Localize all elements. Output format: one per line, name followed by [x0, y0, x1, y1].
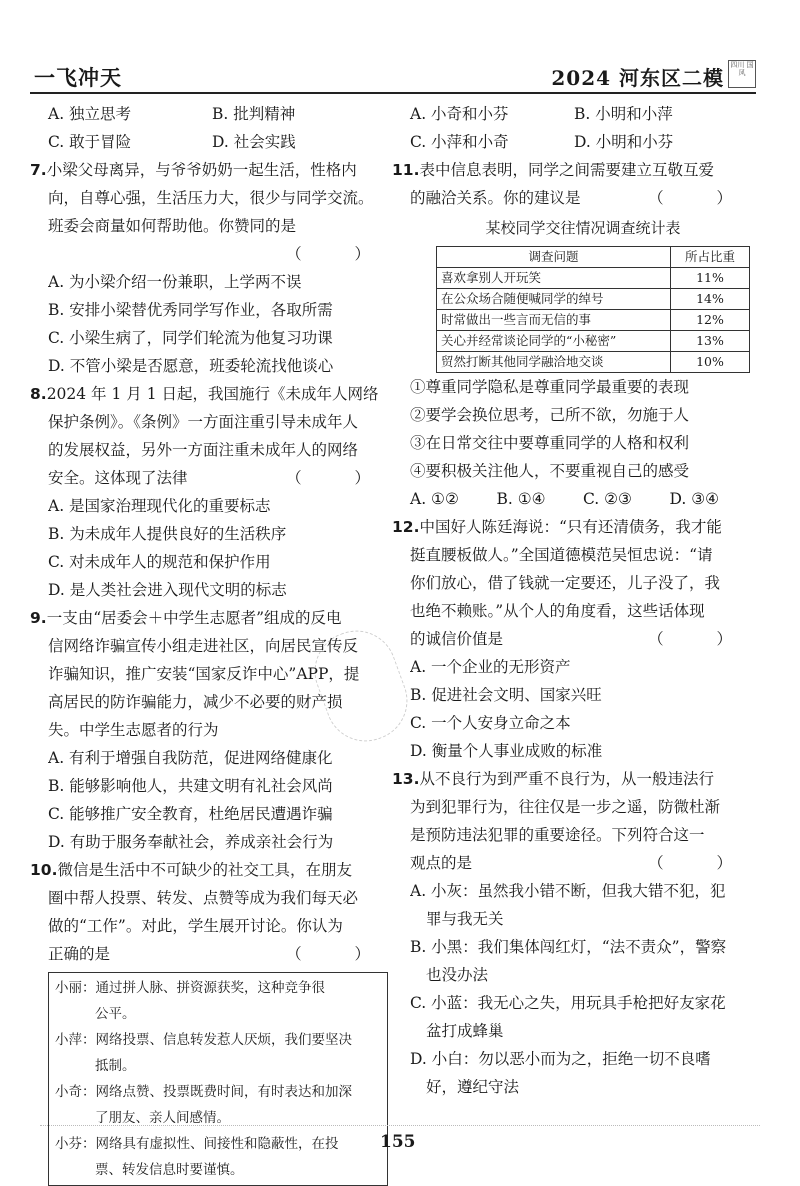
option-d: D. 小明和小芬	[574, 133, 674, 151]
option-a: A. 独立思考	[48, 105, 132, 123]
q12-stem-line: 挺直腰板做人。”全国道德模范吴恒忠说：“请	[410, 546, 713, 564]
table-cell: 喜欢拿别人开玩笑	[437, 268, 671, 289]
dialog-line-cont: 公平。	[95, 1006, 136, 1022]
q11-statement: ①尊重同学隐私是尊重同学最重要的表现	[410, 378, 690, 396]
q8-stem-line: 安全。这体现了法律 （ ）	[48, 464, 394, 492]
q8-option: B. 为未成年人提供良好的生活秩序	[48, 525, 287, 543]
q13-stem-line: 是预防违法犯罪的重要途径。下列符合这一	[410, 826, 705, 844]
q13-option: B. 小黑：我们集体闯红灯，“法不责众”，警察	[410, 938, 727, 956]
q13-option-cont: 也没办法	[426, 966, 489, 984]
footer-rule	[40, 1125, 760, 1126]
q13-stem-line: 为到犯罪行为，往往仅是一步之遥，防微杜渐	[410, 798, 721, 816]
choice-c: C. ②③	[583, 490, 632, 508]
answer-paren: （ ）	[286, 945, 394, 963]
survey-table	[436, 246, 750, 373]
q7-option: D. 不管小梁是否愿意，班委轮流找他谈心	[48, 357, 334, 375]
option-c: C. 敢于冒险	[48, 133, 132, 151]
option-a: A. 小奇和小芬	[410, 105, 509, 123]
q12-option: C. 一个人安身立命之本	[410, 714, 571, 732]
q8-stem-line: 的发展权益，另外一方面注重未成年人的网络	[48, 441, 359, 459]
q13-option: C. 小蓝：我无心之失，用玩具手枪把好友家花	[410, 994, 726, 1012]
table-cell: 11%	[671, 268, 750, 289]
q12-option: A. 一个企业的无形资产	[410, 658, 571, 676]
header-exam-title: 2024 河东区二模	[551, 66, 724, 90]
table-row	[437, 268, 750, 289]
q13-option: A. 小灰：虽然我小错不断，但我大错不犯，犯	[410, 882, 726, 900]
q9-option: D. 有助于服务奉献社会，养成亲社会行为	[48, 833, 334, 851]
q12-stem-line: 也绝不赖账。”从个人的角度看，这些话体现	[410, 602, 705, 620]
page-number: 155	[380, 1132, 416, 1152]
q13-number: 13.	[392, 770, 420, 788]
option-b: B. 小明和小萍	[574, 105, 673, 123]
table-cell: 时常做出一些言而无信的事	[437, 310, 671, 331]
option-d: D. 社会实践	[212, 133, 296, 151]
answer-paren: （ ）	[286, 245, 394, 263]
q10-number: 10.	[30, 861, 58, 879]
table-header-cell: 所占比重	[671, 247, 750, 268]
q8-option: A. 是国家治理现代化的重要标志	[48, 497, 271, 515]
dialog-line: 小奇：网络点赞、投票既费时间，有时表达和加深	[55, 1084, 352, 1100]
q9-stem-line: 9.一支由“居委会＋中学生志愿者”组成的反电	[30, 609, 342, 627]
table-row	[437, 331, 750, 352]
q9-stem-line: 高居民的防诈骗能力，减少不必要的财产损	[48, 693, 343, 711]
q8-stem-line: 保护条例》。《条例》一方面注重引导未成年人	[48, 413, 359, 431]
q11-number: 11.	[392, 161, 420, 179]
table-cell: 14%	[671, 289, 750, 310]
table-row	[437, 352, 750, 373]
q9-option: B. 能够影响他人，共建文明有礼社会风尚	[48, 777, 333, 795]
table-cell: 贸然打断其他同学融洽地交谈	[437, 352, 671, 373]
q13-option: D. 小白：勿以恶小而为之，拒绝一切不良嗜	[410, 1050, 711, 1068]
q11-statement: ④要积极关注他人，不要重视自己的感受	[410, 462, 690, 480]
table-header-row	[437, 247, 750, 268]
table-row	[437, 310, 750, 331]
q10-stem-line: 圈中帮人投票、转发、点赞等成为我们每天必	[48, 889, 359, 907]
q12-stem-line: 12.中国好人陈廷海说：“只有还清债务，我才能	[392, 518, 722, 536]
q12-stem-line: 你们放心，借了钱就一定要还，儿子没了，我	[410, 574, 721, 592]
table-title: 某校同学交往情况调查统计表	[485, 219, 681, 237]
q11-stem-line: 的融洽关系。你的建议是 （ ）	[410, 184, 756, 212]
choice-a: A. ①②	[410, 490, 459, 508]
q13-option-cont: 罪与我无关	[426, 910, 504, 928]
dialog-line: 小丽：通过拼人脉、拼资源获奖，这种竞争很	[55, 980, 325, 996]
q9-stem-line: 诈骗知识，推广安装“国家反诈中心”APP，提	[48, 665, 360, 683]
q10-stem-line: 正确的是 （ ）	[48, 940, 394, 968]
table-cell: 13%	[671, 331, 750, 352]
choice-b: B. ①④	[496, 490, 546, 508]
answer-paren: （ ）	[648, 189, 756, 207]
table-row	[437, 289, 750, 310]
q9-stem-line: 信网络诈骗宣传小组走进社区，向居民宣传反	[48, 637, 359, 655]
table-cell: 关心并经常谈论同学的“小秘密”	[437, 331, 671, 352]
answer-paren: （ ）	[648, 854, 756, 872]
q11-statement: ③在日常交往中要尊重同学的人格和权利	[410, 434, 690, 452]
q8-option: D. 是人类社会进入现代文明的标志	[48, 581, 287, 599]
dialog-line-cont: 抵制。	[95, 1058, 136, 1074]
q7-stem-line: 班委会商量如何帮助他。你赞同的是 （ ）	[48, 212, 394, 268]
q9-number: 9.	[30, 609, 47, 627]
prev-options-row-1	[410, 100, 756, 128]
prev-options-row-2	[410, 128, 756, 156]
prev-options-row-1	[48, 100, 394, 128]
q11-choices	[410, 485, 756, 513]
q12-number: 12.	[392, 518, 420, 536]
table-cell: 10%	[671, 352, 750, 373]
q12-option: D. 衡量个人事业成败的标准	[410, 742, 603, 760]
q12-stem-line: 的诚信价值是 （ ）	[410, 625, 756, 653]
answer-paren: （ ）	[286, 469, 394, 487]
q10-stem-line: 做的“工作”。对此，学生展开讨论。你认为	[48, 917, 343, 935]
header-rule	[30, 92, 756, 94]
option-c: C. 小萍和小奇	[410, 133, 509, 151]
option-b: B. 批判精神	[212, 105, 296, 123]
q13-stem-line: 观点的是 （ ）	[410, 849, 756, 877]
prev-options-row-2	[48, 128, 394, 156]
table-cell: 在公众场合随便喊同学的绰号	[437, 289, 671, 310]
q7-option: B. 安排小梁替优秀同学写作业，各取所需	[48, 301, 333, 319]
left-column	[30, 100, 394, 1186]
table-header-cell: 调查问题	[437, 247, 671, 268]
dialog-line: 小芬：网络具有虚拟性、间接性和隐蔽性，在投	[55, 1136, 339, 1152]
q12-option: B. 促进社会文明、国家兴旺	[410, 686, 602, 704]
dialog-line-cont: 了朋友、亲人间感情。	[95, 1110, 230, 1126]
discussion-box	[48, 972, 388, 1186]
q9-option: C. 能够推广安全教育，杜绝居民遭遇诈骗	[48, 805, 333, 823]
q8-number: 8.	[30, 385, 47, 403]
q7-option: A. 为小梁介绍一份兼职，上学两不误	[48, 273, 302, 291]
q8-stem-line: 8.2024 年 1 月 1 日起，我国施行《未成年人网络	[30, 385, 379, 403]
q7-option: C. 小梁生病了，同学们轮流为他复习功课	[48, 329, 333, 347]
right-column	[392, 100, 756, 1101]
q11-stem-line: 11.表中信息表明，同学之间需要建立互敬互爱	[392, 161, 714, 179]
header-stamp: 四川 国风	[728, 60, 756, 88]
dialog-line: 小萍：网络投票、信息转发惹人厌烦，我们要坚决	[55, 1032, 352, 1048]
header-brand: 一飞冲天	[34, 66, 122, 90]
q9-stem-line: 失。中学生志愿者的行为	[48, 721, 219, 739]
q7-number: 7.	[30, 161, 47, 179]
answer-paren: （ ）	[648, 630, 756, 648]
q9-option: A. 有利于增强自我防范，促进网络健康化	[48, 749, 333, 767]
q8-option: C. 对未成年人的规范和保护作用	[48, 553, 271, 571]
q11-statement: ②要学会换位思考，己所不欲，勿施于人	[410, 406, 690, 424]
choice-d: D. ③④	[669, 490, 720, 508]
q13-option-cont: 好，遵纪守法	[426, 1078, 520, 1096]
q10-stem-line: 10.微信是生活中不可缺少的社交工具，在朋友	[30, 861, 352, 879]
q13-option-cont: 盆打成蜂巢	[426, 1022, 504, 1040]
q7-stem-line: 向，自尊心强，生活压力大，很少与同学交流。	[48, 189, 374, 207]
q7-stem-line: 7.小梁父母离异，与爷爷奶奶一起生活，性格内	[30, 161, 357, 179]
table-cell: 12%	[671, 310, 750, 331]
dialog-line-cont: 票、转发信息时要谨慎。	[95, 1162, 244, 1178]
q13-stem-line: 13.从不良行为到严重不良行为，从一般违法行	[392, 770, 714, 788]
